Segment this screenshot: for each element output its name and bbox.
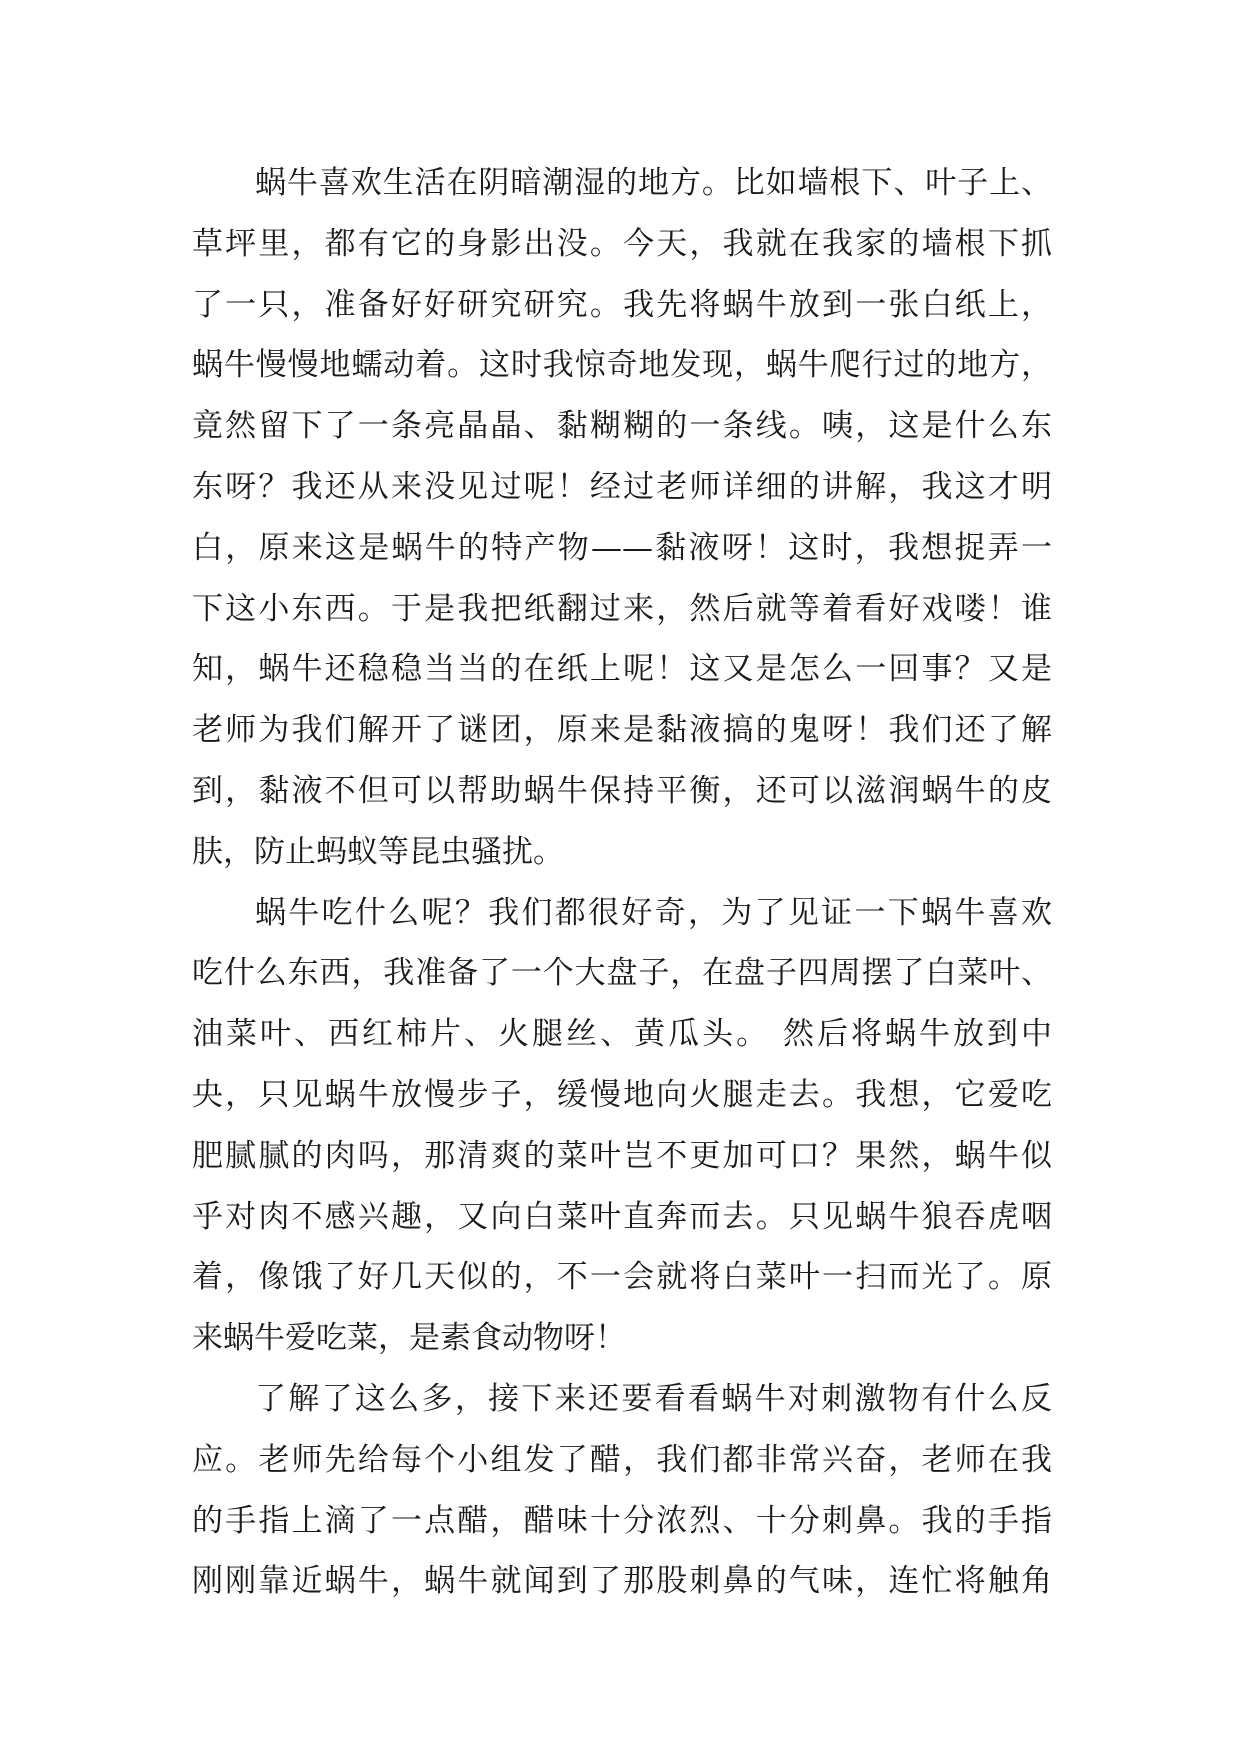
text-line: 了解了这么多，接下来还要看看蜗牛对刺激物有什么反	[255, 1380, 1052, 1417]
text-line: 了一只，准备好好研究研究。我先将蜗牛放到一张白纸上，	[192, 286, 1052, 323]
text-line: 蜗牛慢慢地蠕动着。这时我惊奇地发现，蜗牛爬行过的地方，	[192, 347, 1052, 384]
text-line: 老师为我们解开了谜团，原来是黏液搞的鬼呀！我们还了解	[192, 712, 1052, 749]
text-line: 肥腻腻的肉吗，那清爽的菜叶岂不更加可口？果然，蜗牛似	[192, 1137, 1052, 1174]
paragraph-1	[192, 153, 1052, 883]
text-line: 下这小东西。于是我把纸翻过来，然后就等着看好戏喽！谁	[192, 590, 1052, 627]
text-line: 肤，防止蚂蚁等昆虫骚扰。	[192, 833, 564, 870]
text-line: 到，黏液不但可以帮助蜗牛保持平衡，还可以滋润蜗牛的皮	[192, 772, 1052, 809]
text-line: 着，像饿了好几天似的，不一会就将白菜叶一扫而光了。原	[192, 1259, 1052, 1296]
text-line: 刚刚靠近蜗牛，蜗牛就闻到了那股刺鼻的气味，连忙将触角	[192, 1563, 1052, 1600]
text-line: 乎对肉不感兴趣，又向白菜叶直奔而去。只见蜗牛狼吞虎咽	[192, 1198, 1052, 1235]
text-line: 应。老师先给每个小组发了醋，我们都非常兴奋，老师在我	[192, 1441, 1052, 1478]
text-line: 知，蜗牛还稳稳当当的在纸上呢！这又是怎么一回事？又是	[192, 651, 1052, 688]
document-body	[192, 153, 1052, 1612]
text-line: 吃什么东西，我准备了一个大盘子，在盘子四周摆了白菜叶、	[192, 955, 1052, 992]
text-line: 来蜗牛爱吃菜，是素食动物呀！	[192, 1320, 626, 1357]
paragraph-3	[192, 1369, 1052, 1612]
text-line: 央，只见蜗牛放慢步子，缓慢地向火腿走去。我想，它爱吃	[192, 1076, 1052, 1113]
text-line: 草坪里，都有它的身影出没。今天，我就在我家的墙根下抓	[192, 225, 1052, 262]
text-line: 油菜叶、西红柿片、火腿丝、黄瓜头。 然后将蜗牛放到中	[192, 1016, 1052, 1053]
text-line: 东呀？我还从来没见过呢！经过老师详细的讲解，我这才明	[192, 468, 1052, 505]
text-line: 蜗牛喜欢生活在阴暗潮湿的地方。比如墙根下、叶子上、	[255, 165, 1052, 201]
text-line: 蜗牛吃什么呢？我们都很好奇，为了见证一下蜗牛喜欢	[255, 894, 1052, 931]
text-line: 的手指上滴了一点醋，醋味十分浓烈、十分刺鼻。我的手指	[192, 1502, 1052, 1539]
paragraph-2	[192, 883, 1052, 1369]
text-line: 白，原来这是蜗牛的特产物——黏液呀！这时，我想捉弄一	[192, 529, 1052, 566]
text-line: 竟然留下了一条亮晶晶、黏糊糊的一条线。咦，这是什么东	[192, 408, 1052, 445]
